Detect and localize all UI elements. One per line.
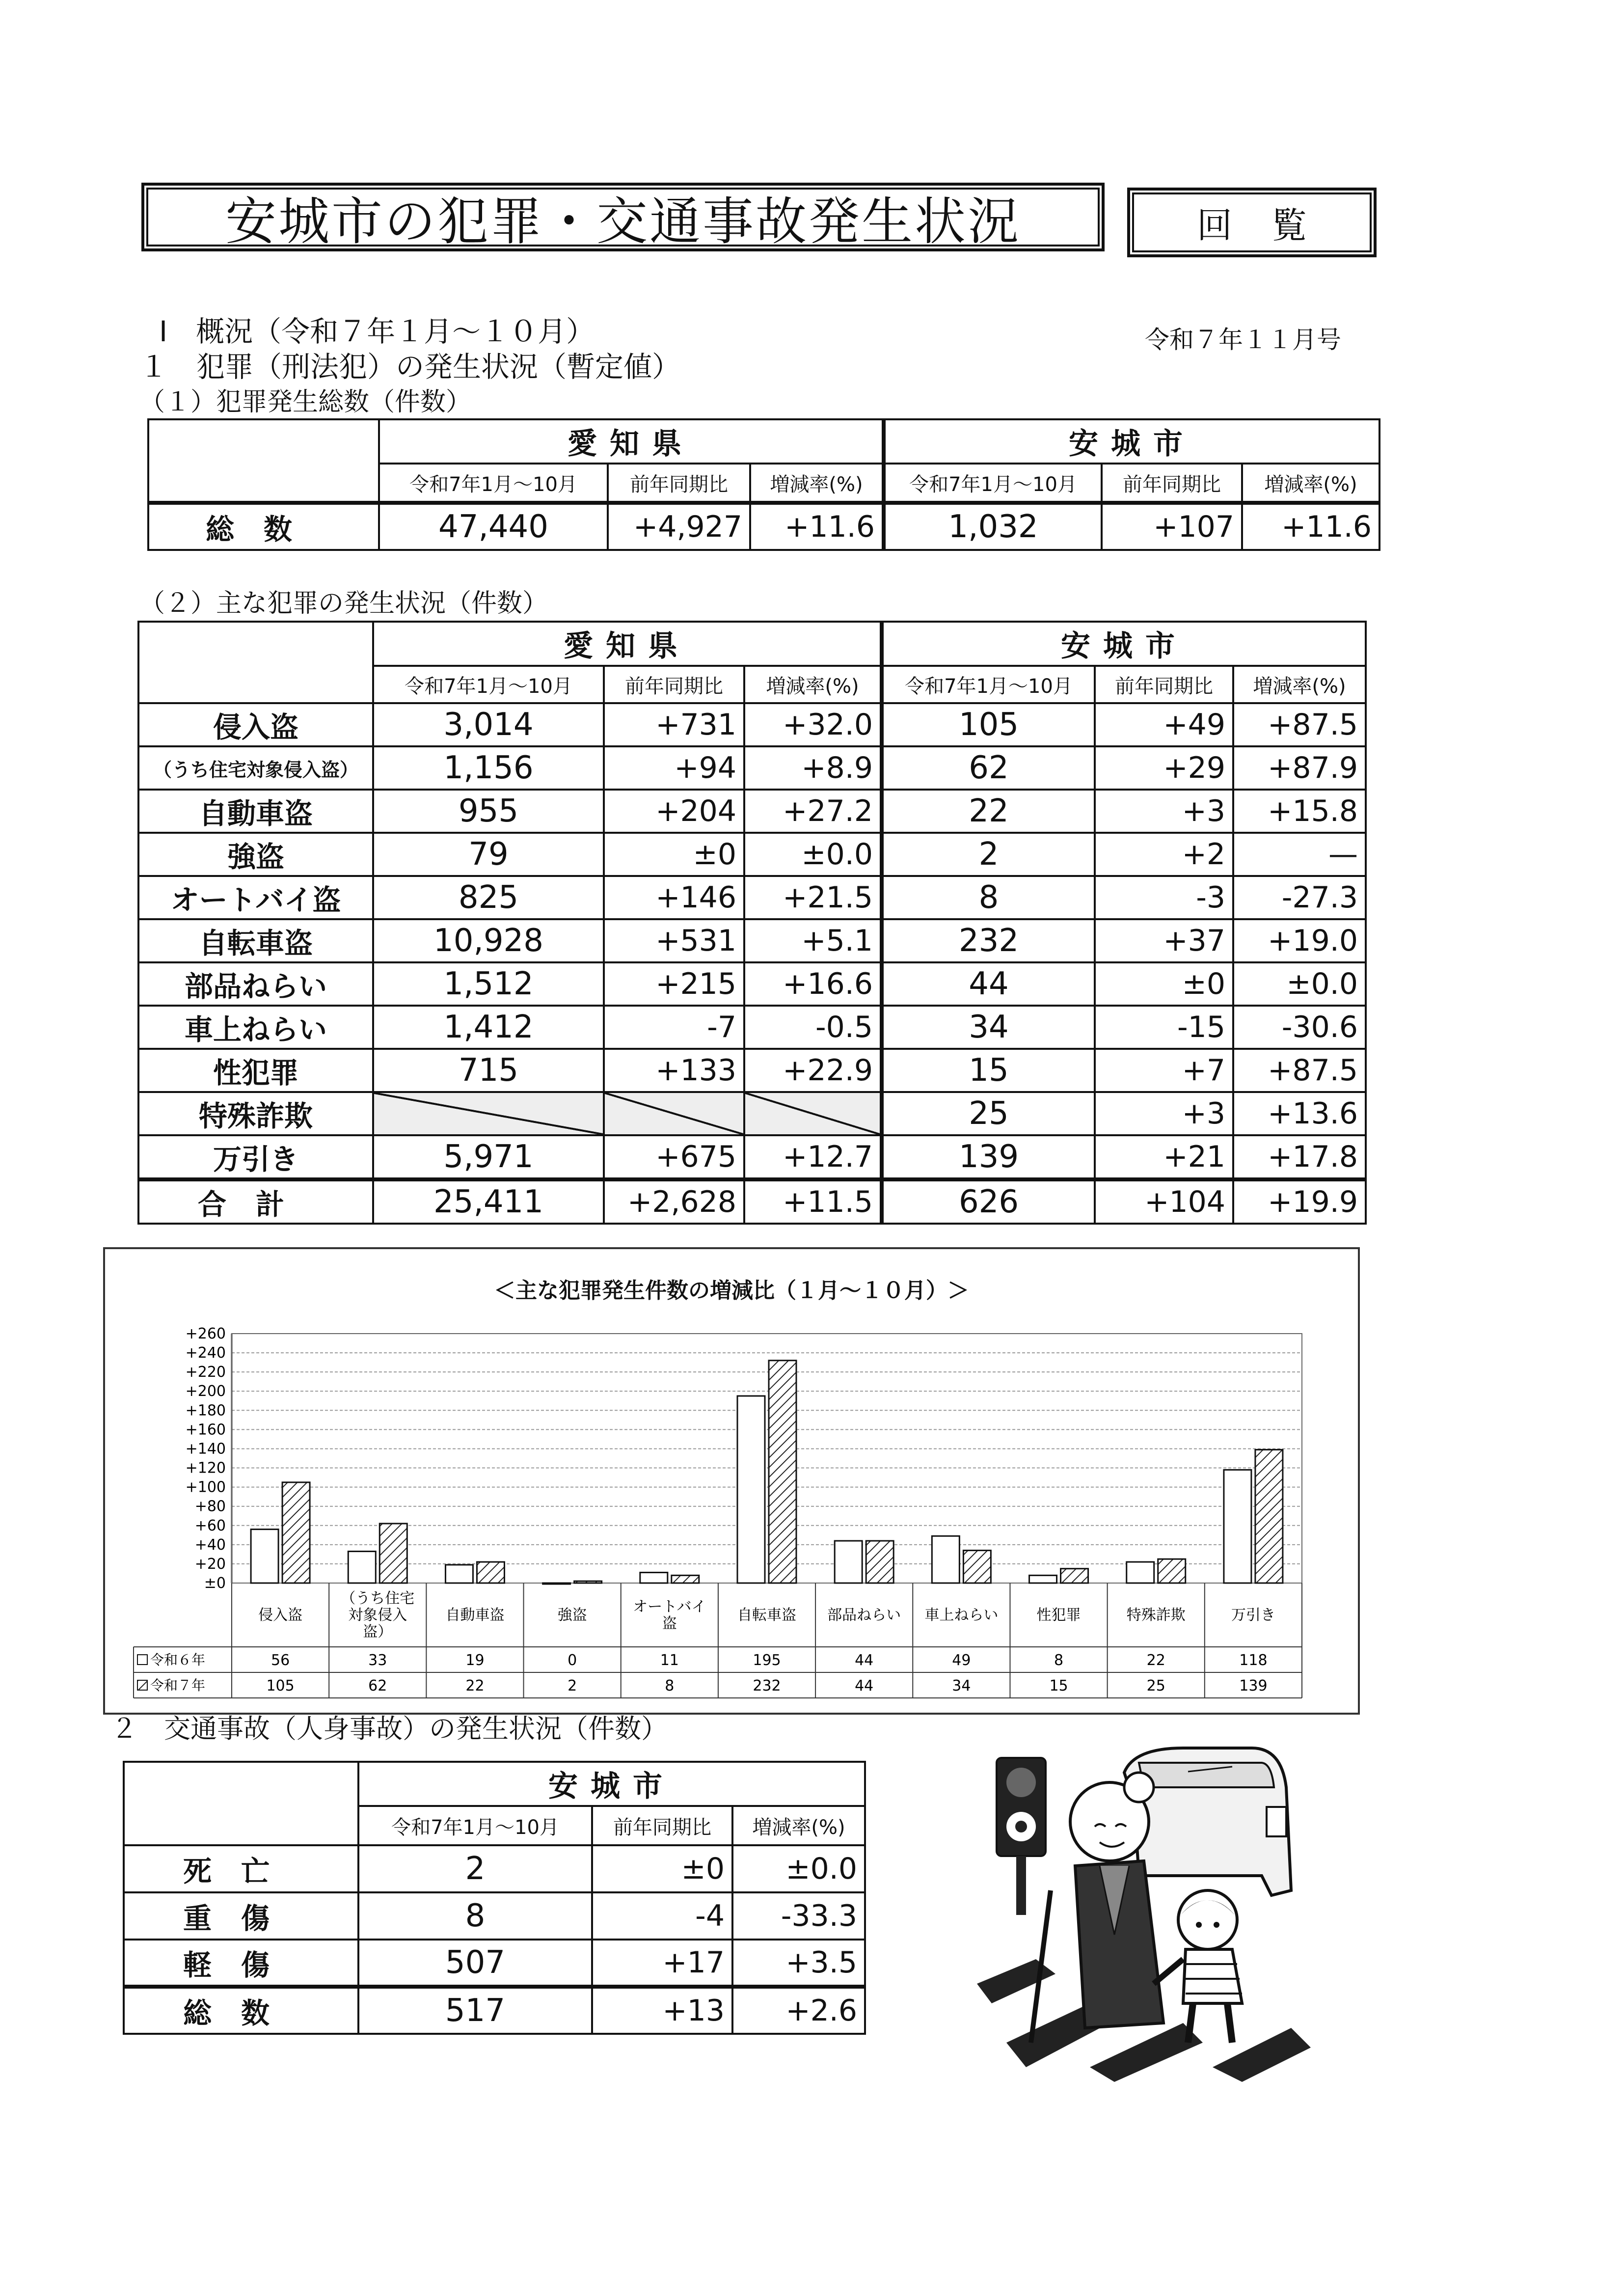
- circulation-text: 回覧: [1196, 205, 1346, 246]
- aichi-cell: +204: [604, 790, 744, 833]
- anjo-cell: 8: [882, 876, 1095, 919]
- aichi-cell: ±0.0: [744, 833, 882, 876]
- aichi-total-count: 47,440: [379, 503, 608, 550]
- traffic-period-header: 令和7年1月～10月: [358, 1806, 592, 1845]
- y-tick-label: +200: [185, 1383, 226, 1400]
- bar: [737, 1396, 765, 1583]
- anjo-cell: +13.6: [1233, 1092, 1366, 1135]
- crime-total-heading: （１）犯罪発生総数（件数）: [139, 387, 472, 417]
- anjo-cell: +49: [1095, 703, 1233, 746]
- category-label: 侵入盗: [258, 1607, 303, 1624]
- category-label: 対象侵入: [348, 1607, 407, 1624]
- bar: [1224, 1470, 1251, 1583]
- row-label: 自転車盗: [138, 919, 373, 962]
- traffic-cell: ±0.0: [732, 1845, 865, 1892]
- table-row: [124, 1845, 865, 1892]
- row-label: 性犯罪: [138, 1049, 373, 1092]
- y-tick-label: +220: [185, 1364, 226, 1381]
- bar: [769, 1361, 796, 1583]
- data-label: 22: [1146, 1652, 1165, 1669]
- row-label: オートバイ盗: [138, 876, 373, 919]
- traffic-yoy-header: 前年同期比: [592, 1806, 732, 1845]
- anjo-cell: +87.9: [1233, 746, 1366, 790]
- data-label: 195: [753, 1652, 781, 1669]
- category-label: 強盗: [557, 1607, 587, 1624]
- anjo-cell: 2: [882, 833, 1095, 876]
- aichi-cell: +21.5: [744, 876, 882, 919]
- row-label: 万引き: [138, 1135, 373, 1179]
- y-tick-label: +180: [185, 1402, 226, 1420]
- anjo-header: 安城市: [882, 622, 1366, 666]
- bar: [251, 1530, 278, 1583]
- anjo-rate-header: 増減率(%): [1233, 666, 1366, 703]
- y-tick-label: +20: [194, 1555, 226, 1573]
- chart-title: ＜主な犯罪発生件数の増減比（１月～１０月）＞: [494, 1278, 969, 1303]
- legend-swatch: [137, 1655, 147, 1665]
- y-tick-label: +140: [185, 1440, 226, 1458]
- traffic-cell: -4: [592, 1892, 732, 1940]
- row-label: 死亡: [124, 1845, 358, 1892]
- bar: [379, 1524, 407, 1583]
- aichi-total-cell: +11.5: [744, 1179, 882, 1224]
- row-label: 部品ねらい: [138, 962, 373, 1006]
- anjo-cell: +87.5: [1233, 1049, 1366, 1092]
- anjo-rate-header: 増減率(%): [1242, 464, 1380, 503]
- bar: [348, 1552, 376, 1583]
- aichi-cell: 1,156: [373, 746, 604, 790]
- corner-cell: [124, 1762, 358, 1845]
- aichi-rate-header: 増減率(%): [744, 666, 882, 703]
- anjo-cell: 105: [882, 703, 1095, 746]
- aichi-cell: -7: [604, 1006, 744, 1049]
- aichi-cell: +675: [604, 1135, 744, 1179]
- data-label: 25: [1146, 1677, 1165, 1695]
- aichi-cell: +133: [604, 1049, 744, 1092]
- aichi-cell: +8.9: [744, 746, 882, 790]
- aichi-cell: +12.7: [744, 1135, 882, 1179]
- aichi-period-header: 令和7年1月～10月: [379, 464, 608, 503]
- anjo-header: 安城市: [884, 419, 1380, 464]
- data-label: 33: [368, 1652, 387, 1669]
- aichi-cell: 955: [373, 790, 604, 833]
- anjo-total-cell: +19.9: [1233, 1179, 1366, 1224]
- aichi-header: 愛知県: [379, 419, 884, 464]
- y-tick-label: ±0: [204, 1575, 226, 1592]
- anjo-cell: -3: [1095, 876, 1233, 919]
- category-label: 特殊詐欺: [1126, 1607, 1186, 1624]
- anjo-cell: 139: [882, 1135, 1095, 1179]
- y-tick-label: +40: [194, 1536, 226, 1554]
- category-label: 自転車盗: [737, 1607, 796, 1624]
- anjo-total-rate: +11.6: [1242, 503, 1380, 550]
- aichi-total-yoy: +4,927: [608, 503, 750, 550]
- y-tick-label: +160: [185, 1421, 226, 1439]
- aichi-cell: 79: [373, 833, 604, 876]
- anjo-yoy-header: 前年同期比: [1102, 464, 1242, 503]
- aichi-yoy-header: 前年同期比: [608, 464, 750, 503]
- data-label: 11: [660, 1652, 679, 1669]
- table-row: [124, 1940, 865, 1987]
- overview-heading: Ⅰ 概況（令和７年１月～１０月）: [159, 315, 595, 348]
- anjo-total-cell: +104: [1095, 1179, 1233, 1224]
- table-row: [124, 1892, 865, 1940]
- data-label: 15: [1049, 1677, 1068, 1695]
- category-label: 部品ねらい: [827, 1607, 901, 1624]
- anjo-cell: -30.6: [1233, 1006, 1366, 1049]
- category-label: 盗）: [363, 1623, 393, 1640]
- bar: [1127, 1562, 1154, 1583]
- aichi-cell: +731: [604, 703, 744, 746]
- anjo-cell: -15: [1095, 1006, 1233, 1049]
- traffic-cell: +13: [592, 1987, 732, 2034]
- anjo-total-yoy: +107: [1102, 503, 1242, 550]
- legend-label: 令和７年: [150, 1677, 206, 1694]
- data-label: 19: [465, 1652, 485, 1669]
- traffic-table: [123, 1761, 866, 2035]
- row-label: （うち住宅対象侵入盗）: [138, 746, 373, 790]
- anjo-cell: 34: [882, 1006, 1095, 1049]
- anjo-total-count: 1,032: [884, 503, 1102, 550]
- anjo-header: 安城市: [358, 1762, 865, 1806]
- data-label: 56: [270, 1652, 290, 1669]
- main-crime-heading: （２）主な犯罪の発生状況（件数）: [139, 589, 548, 618]
- row-label: 車上ねらい: [138, 1006, 373, 1049]
- anjo-cell: +15.8: [1233, 790, 1366, 833]
- anjo-cell: +21: [1095, 1135, 1233, 1179]
- anjo-cell: 62: [882, 746, 1095, 790]
- data-label: 0: [568, 1652, 577, 1669]
- crime-heading: １ 犯罪（刑法犯）の発生状況（暫定値）: [139, 350, 681, 383]
- bar: [282, 1482, 310, 1583]
- category-label: 自動車盗: [445, 1607, 505, 1624]
- category-label: 車上ねらい: [924, 1607, 999, 1624]
- aichi-cell: +94: [604, 746, 744, 790]
- legend-label: 令和６年: [150, 1652, 206, 1668]
- traffic-cell: ±0: [592, 1845, 732, 1892]
- data-label: 34: [952, 1677, 971, 1695]
- bar: [477, 1562, 504, 1583]
- row-label: 自動車盗: [138, 790, 373, 833]
- bar: [932, 1536, 959, 1583]
- data-label: 105: [266, 1677, 295, 1695]
- aichi-cell: +27.2: [744, 790, 882, 833]
- y-tick-label: +240: [185, 1344, 226, 1362]
- aichi-cell: +5.1: [744, 919, 882, 962]
- anjo-cell: ±0: [1095, 962, 1233, 1006]
- anjo-cell: 232: [882, 919, 1095, 962]
- aichi-cell: 1,412: [373, 1006, 604, 1049]
- traffic-cell: +2.6: [732, 1987, 865, 2034]
- anjo-cell: +3: [1095, 1092, 1233, 1135]
- traffic-cell: 507: [358, 1940, 592, 1987]
- data-label: 118: [1239, 1652, 1268, 1669]
- bar: [866, 1541, 893, 1583]
- bar: [835, 1541, 862, 1583]
- traffic-heading: ２ 交通事故（人身事故）の発生状況（件数）: [111, 1713, 668, 1744]
- aichi-cell: 3,014: [373, 703, 604, 746]
- row-label: 重傷: [124, 1892, 358, 1940]
- data-label: 139: [1239, 1677, 1268, 1695]
- category-label: 盗: [662, 1615, 677, 1632]
- anjo-cell: +17.8: [1233, 1135, 1366, 1179]
- aichi-cell: +215: [604, 962, 744, 1006]
- aichi-cell: +32.0: [744, 703, 882, 746]
- traffic-cell: 8: [358, 1892, 592, 1940]
- y-tick-label: +80: [194, 1498, 226, 1515]
- bar: [1255, 1449, 1283, 1583]
- category-label: 万引き: [1231, 1607, 1275, 1624]
- data-label: 44: [855, 1677, 874, 1695]
- anjo-period-header: 令和7年1月～10月: [882, 666, 1095, 703]
- data-label: 49: [952, 1652, 971, 1669]
- total-label: 合計: [138, 1179, 373, 1224]
- category-label: （うち住宅: [341, 1590, 415, 1607]
- row-label: 総数: [124, 1987, 358, 2034]
- y-tick-label: +60: [194, 1517, 226, 1534]
- aichi-cell: 715: [373, 1049, 604, 1092]
- issue-label: 令和７年１１月号: [1145, 326, 1341, 354]
- y-tick-label: +260: [185, 1325, 226, 1342]
- bar: [574, 1581, 602, 1583]
- bar: [1158, 1559, 1186, 1583]
- aichi-total-cell: 25,411: [373, 1179, 604, 1224]
- row-label: 侵入盗: [138, 703, 373, 746]
- anjo-cell: +7: [1095, 1049, 1233, 1092]
- anjo-cell: 15: [882, 1049, 1095, 1092]
- table-row: [124, 1987, 865, 2034]
- row-label: 強盗: [138, 833, 373, 876]
- anjo-cell: 22: [882, 790, 1095, 833]
- anjo-cell: —: [1233, 833, 1366, 876]
- traffic-cell: +17: [592, 1940, 732, 1987]
- aichi-cell: +531: [604, 919, 744, 962]
- bar: [543, 1583, 570, 1584]
- pedestrian-crossing-illustration: [977, 1728, 1321, 2082]
- y-tick-label: +120: [185, 1459, 226, 1477]
- anjo-cell: 25: [882, 1092, 1095, 1135]
- category-label: オートバイ: [633, 1598, 706, 1615]
- anjo-cell: ±0.0: [1233, 962, 1366, 1006]
- aichi-cell: 5,971: [373, 1135, 604, 1179]
- data-label: 22: [465, 1677, 485, 1695]
- aichi-cell: 10,928: [373, 919, 604, 962]
- anjo-cell: +2: [1095, 833, 1233, 876]
- anjo-yoy-header: 前年同期比: [1095, 666, 1233, 703]
- traffic-cell: 517: [358, 1987, 592, 2034]
- bar: [672, 1575, 699, 1583]
- traffic-cell: +3.5: [732, 1940, 865, 1987]
- row-label: 軽傷: [124, 1940, 358, 1987]
- title-text: 安城市の犯罪・交通事故発生状況: [225, 191, 1021, 251]
- aichi-yoy-header: 前年同期比: [604, 666, 744, 703]
- anjo-cell: +37: [1095, 919, 1233, 962]
- data-label: 8: [665, 1677, 675, 1695]
- aichi-period-header: 令和7年1月～10月: [373, 666, 604, 703]
- data-label: 232: [753, 1677, 781, 1695]
- traffic-cell: 2: [358, 1845, 592, 1892]
- aichi-total-cell: +2,628: [604, 1179, 744, 1224]
- aichi-cell: -0.5: [744, 1006, 882, 1049]
- aichi-rate-header: 増減率(%): [750, 464, 884, 503]
- anjo-period-header: 令和7年1月～10月: [884, 464, 1102, 503]
- data-label: 2: [568, 1677, 577, 1695]
- aichi-cell: +16.6: [744, 962, 882, 1006]
- data-label: 8: [1054, 1652, 1064, 1669]
- aichi-cell: 825: [373, 876, 604, 919]
- aichi-cell: 1,512: [373, 962, 604, 1006]
- anjo-cell: +87.5: [1233, 703, 1366, 746]
- anjo-cell: +29: [1095, 746, 1233, 790]
- bar: [963, 1551, 991, 1583]
- traffic-rate-header: 増減率(%): [732, 1806, 865, 1845]
- row-label: 特殊詐欺: [138, 1092, 373, 1135]
- bar: [1061, 1569, 1088, 1583]
- aichi-cell: ±0: [604, 833, 744, 876]
- aichi-cell: +22.9: [744, 1049, 882, 1092]
- category-label: 性犯罪: [1036, 1607, 1081, 1624]
- data-label: 62: [368, 1677, 387, 1695]
- aichi-total-rate: +11.6: [750, 503, 884, 550]
- y-tick-label: +100: [185, 1478, 226, 1496]
- anjo-cell: +3: [1095, 790, 1233, 833]
- data-label: 44: [855, 1652, 874, 1669]
- aichi-header: 愛知県: [373, 622, 882, 666]
- total-label: 総数: [148, 503, 379, 550]
- anjo-cell: +19.0: [1233, 919, 1366, 962]
- anjo-cell: -27.3: [1233, 876, 1366, 919]
- aichi-cell: +146: [604, 876, 744, 919]
- traffic-cell: -33.3: [732, 1892, 865, 1940]
- bar: [445, 1565, 473, 1583]
- anjo-cell: 44: [882, 962, 1095, 1006]
- legend-swatch: [137, 1680, 147, 1690]
- bar: [640, 1573, 668, 1583]
- anjo-total-cell: 626: [882, 1179, 1095, 1224]
- bar: [1029, 1575, 1057, 1583]
